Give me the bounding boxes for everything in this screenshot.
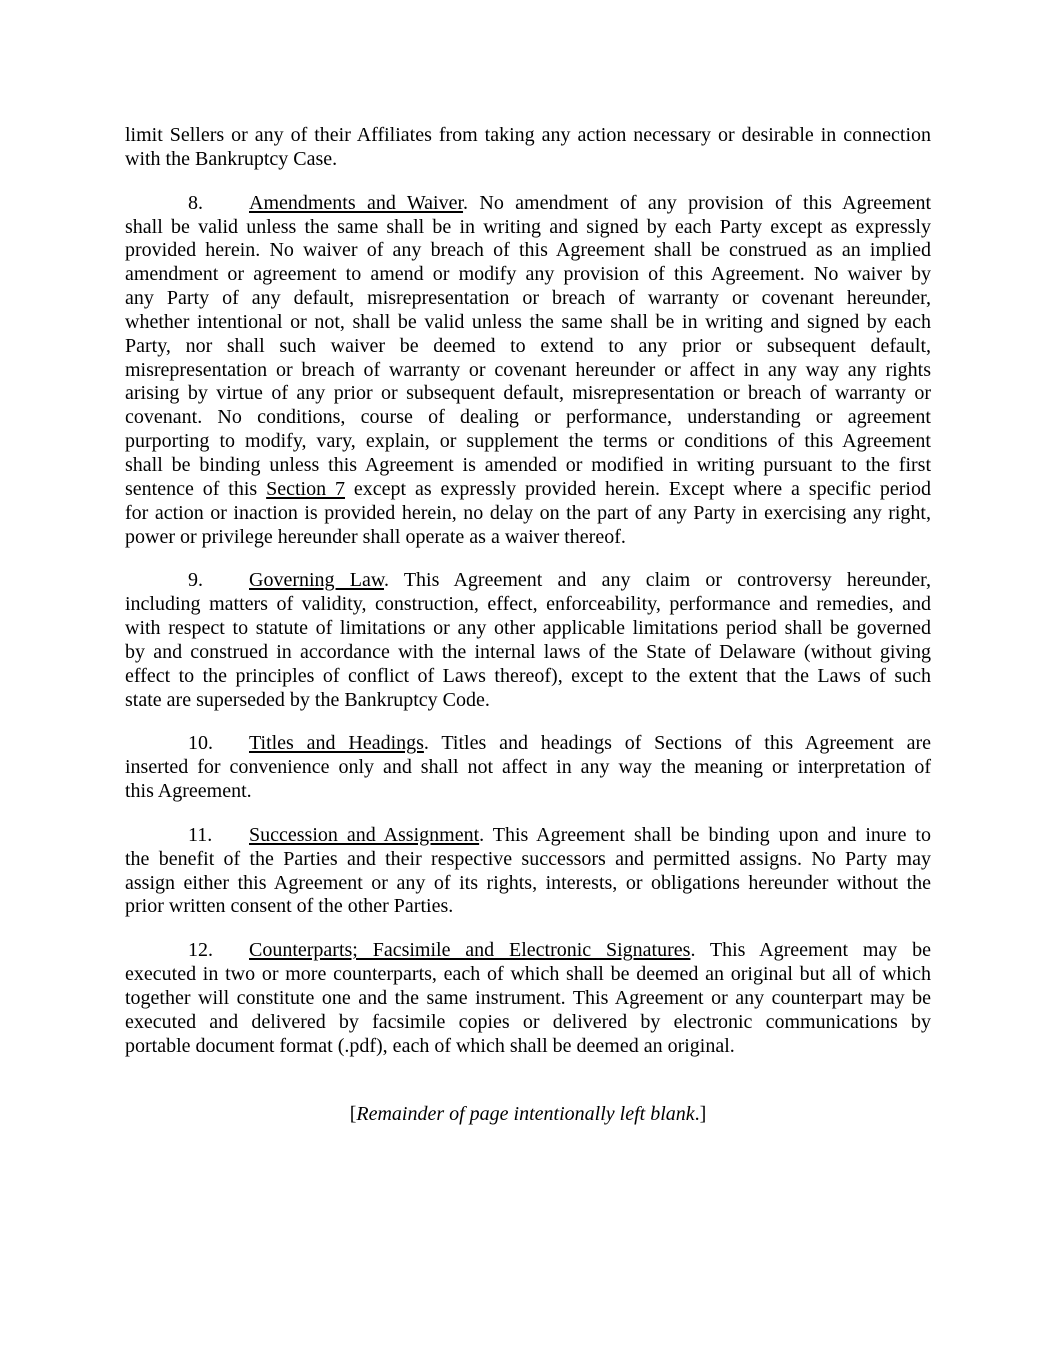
- page-footer-note: [125, 1103, 931, 1127]
- text-segment: executed and delivered by facsimile copies or delivered by electronic communications by: [125, 1010, 931, 1033]
- text-line: [125, 848, 931, 872]
- text-segment: . This Agreement and any claim or controversy hereunder,: [383, 569, 931, 592]
- section-number: 12.: [188, 939, 213, 962]
- text-line: [125, 359, 931, 383]
- text-line: [125, 216, 931, 240]
- text-segment: purporting to modify, vary, explain, or supplement the terms or conditions of this Agreement: [125, 430, 931, 453]
- text-segment: whether intentional or not, shall be valid unless the same shall be in writing and signed by each: [125, 310, 931, 333]
- text-segment: for action or inaction is provided herein, no delay on the part of any Party in exercising any right,: [125, 501, 931, 524]
- text-line: [125, 478, 931, 502]
- text-line: [125, 963, 931, 987]
- text-line: [125, 939, 931, 963]
- text-line: [125, 689, 931, 713]
- text-line: [125, 526, 931, 550]
- text-segment: assign either this Agreement or any of its rights, interests, or obligations hereunder without the: [125, 871, 931, 894]
- text-segment: shall be binding unless this Agreement is amended or modified in writing pursuant to the first: [125, 453, 931, 476]
- text-line: [125, 502, 931, 526]
- text-line: [125, 593, 931, 617]
- text-segment: portable document format (.pdf), each of which shall be deemed an original.: [125, 1034, 735, 1057]
- section-heading: Governing Law: [249, 569, 384, 592]
- text-line: [125, 148, 931, 172]
- section-9: [125, 569, 931, 712]
- text-segment: with respect to statute of limitations or any other applicable limitations period shall be governed: [125, 617, 931, 640]
- text-line: [125, 641, 931, 665]
- text-line: [125, 756, 931, 780]
- text-line: [125, 406, 931, 430]
- text-segment: including matters of validity, construction, effect, enforceability, performance and remedies, and: [125, 593, 931, 616]
- text-segment: . This Agreement may be: [690, 939, 931, 962]
- paragraph-continuation: [125, 124, 931, 172]
- text-line: [125, 1011, 931, 1035]
- section-number: 11.: [188, 823, 213, 846]
- text-segment: . No amendment of any provision of this Agreement: [463, 191, 932, 214]
- text-segment: executed in two or more counterparts, each of which shall be deemed an original but all of which: [125, 963, 931, 986]
- text-segment: any Party of any default, misrepresentation or breach of warranty or covenant hereunder,: [125, 287, 931, 310]
- section-number: 10.: [188, 732, 213, 755]
- section-number: 8.: [188, 191, 203, 214]
- text-line: [125, 430, 931, 454]
- text-line: [125, 617, 931, 641]
- text-segment: . This Agreement shall be binding upon and inure to: [479, 823, 931, 846]
- text-segment: . Titles and headings of Sections of this Agreement are: [423, 732, 931, 755]
- text-segment: except as expressly provided herein. Except where a specific period: [345, 477, 931, 500]
- footer-text: Remainder of page intentionally left blank: [356, 1102, 695, 1125]
- text-segment: misrepresentation or breach of warranty or covenant hereunder or affect in any way any rights: [125, 358, 931, 381]
- section-11: [125, 824, 931, 919]
- text-line: [125, 287, 931, 311]
- text-line: [125, 382, 931, 406]
- text-line: [125, 872, 931, 896]
- section-heading: Amendments and Waiver: [249, 191, 464, 214]
- text-line: [125, 239, 931, 263]
- document-body: [125, 124, 931, 1059]
- text-line: [125, 987, 931, 1011]
- section-10: [125, 732, 931, 804]
- section-heading: Counterparts; Facsimile and Electronic Signatures: [249, 939, 691, 962]
- section-heading: Titles and Headings: [249, 732, 424, 755]
- text-segment: Party, nor shall such waiver be deemed to extend to any prior or subsequent default,: [125, 334, 931, 357]
- text-segment: with the Bankruptcy Case.: [125, 147, 338, 170]
- text-line: [125, 895, 931, 919]
- text-line: [125, 263, 931, 287]
- text-segment: this Agreement.: [125, 780, 252, 803]
- text-segment: prior written consent of the other Parties.: [125, 895, 454, 918]
- text-segment: by and construed in accordance with the internal laws of the State of Delaware (without giving: [125, 640, 931, 663]
- text-line: [125, 454, 931, 478]
- section-12: [125, 939, 931, 1058]
- text-line: [125, 311, 931, 335]
- section-heading: Succession and Assignment: [249, 823, 480, 846]
- text-line: [125, 824, 931, 848]
- text-segment: effect to the principles of conflict of Laws thereof), except to the extent that the Laws of such: [125, 664, 931, 687]
- section-reference: Section 7: [266, 477, 345, 500]
- text-segment: inserted for convenience only and shall not affect in any way the meaning or interpretation of: [125, 756, 931, 779]
- text-segment: provided herein. No waiver of any breach of this Agreement shall be construed as an implied: [125, 239, 931, 262]
- text-line: [125, 665, 931, 689]
- text-line: [125, 335, 931, 359]
- text-line: [125, 1035, 931, 1059]
- text-segment: together will constitute one and the same instrument. This Agreement or any counterpart may be: [125, 987, 931, 1009]
- document-page: [125, 124, 931, 1126]
- footer-suffix: .]: [694, 1102, 707, 1125]
- text-segment: power or privilege hereunder shall operate as a waiver thereof.: [125, 525, 626, 548]
- text-segment: amendment or agreement to amend or modify any provision of this Agreement. No waiver by: [125, 263, 931, 286]
- text-segment: the benefit of the Parties and their respective successors and permitted assigns. No Party may: [125, 847, 931, 870]
- text-segment: state are superseded by the Bankruptcy Code.: [125, 688, 490, 711]
- text-line: [125, 732, 931, 756]
- text-segment: covenant. No conditions, course of dealing or performance, understanding or agreement: [125, 406, 931, 429]
- text-segment: sentence of this: [125, 477, 267, 500]
- text-segment: arising by virtue of any prior or subsequent default, misrepresentation or breach of warranty or: [125, 382, 931, 405]
- text-line: [125, 780, 931, 804]
- text-line: [125, 192, 931, 216]
- text-line: [125, 569, 931, 593]
- text-line: [125, 124, 931, 148]
- section-8: [125, 192, 931, 550]
- text-segment: limit Sellers or any of their Affiliates from taking any action necessary or desirable in connection: [125, 124, 931, 146]
- footer-prefix: [: [349, 1102, 357, 1125]
- text-segment: shall be valid unless the same shall be in writing and signed by each Party except as expressly: [125, 215, 931, 238]
- section-number: 9.: [188, 569, 203, 592]
